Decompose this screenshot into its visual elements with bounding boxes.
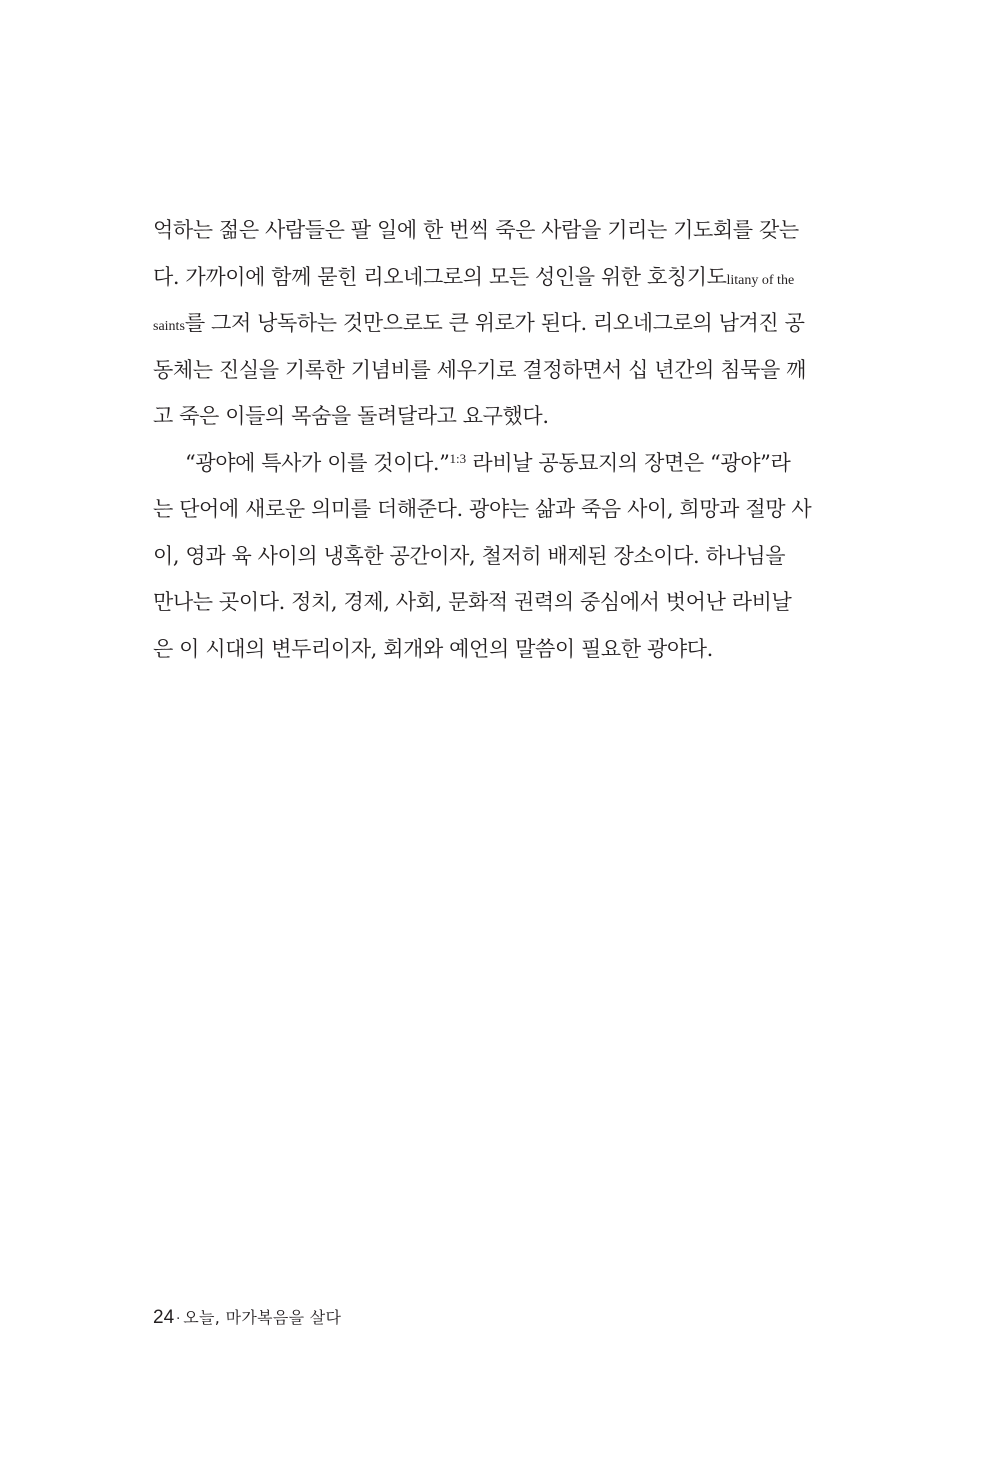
- text-span: 만나는 곳이다. 정치, 경제, 사회, 문화적 권력의 중심에서 벗어난 라비날: [153, 590, 792, 614]
- text-line: [153, 486, 812, 533]
- text-span: 라비날 공동묘지의 장면은 “광야”라: [466, 450, 791, 475]
- verse-reference: 1:3: [449, 450, 467, 466]
- page-footer: [153, 1305, 341, 1329]
- english-gloss: litany of the: [726, 272, 795, 288]
- text-span: 고 죽은 이들의 목숨을 돌려달라고 요구했다.: [153, 404, 549, 428]
- text-line: [153, 254, 795, 301]
- text-span: “광야에 특사가 이를 것이다.”: [185, 450, 450, 475]
- text-line: [153, 300, 805, 347]
- text-span: 는 단어에 새로운 의미를 더해준다. 광야는 삶과 죽음 사이, 희망과 절망 사: [153, 497, 812, 521]
- page-number: 24: [153, 1307, 175, 1328]
- text-line: [153, 347, 807, 394]
- text-span: 은 이 시대의 변두리이자, 회개와 예언의 말씀이 필요한 광야다.: [153, 636, 713, 661]
- text-span: 억하는 젊은 사람들은 팔 일에 한 번씩 죽은 사람을 기리는 기도회를 갖는: [153, 218, 799, 242]
- text-span: 다. 가까이에 함께 묻힌 리오네그로의 모든 성인을 위한 호칭기도: [153, 264, 727, 289]
- text-line: [153, 579, 792, 626]
- body-text: [153, 207, 812, 672]
- text-line: [153, 440, 791, 487]
- running-title: 오늘, 마가복음을 살다: [183, 1308, 342, 1327]
- text-line: [153, 533, 786, 580]
- text-line: [153, 393, 773, 440]
- text-line: [153, 207, 799, 254]
- english-gloss: saints: [153, 319, 185, 334]
- text-span: 동체는 진실을 기록한 기념비를 세우기로 결정하면서 십 년간의 침묵을 깨: [153, 357, 807, 382]
- text-line: [153, 626, 773, 673]
- text-span: 를 그저 낭독하는 것만으로도 큰 위로가 된다. 리오네그로의 남겨진 공: [184, 311, 805, 335]
- text-span: 이, 영과 육 사이의 냉혹한 공간이자, 철저히 배제된 장소이다. 하나님을: [153, 543, 786, 568]
- footer-separator: ·: [176, 1312, 181, 1327]
